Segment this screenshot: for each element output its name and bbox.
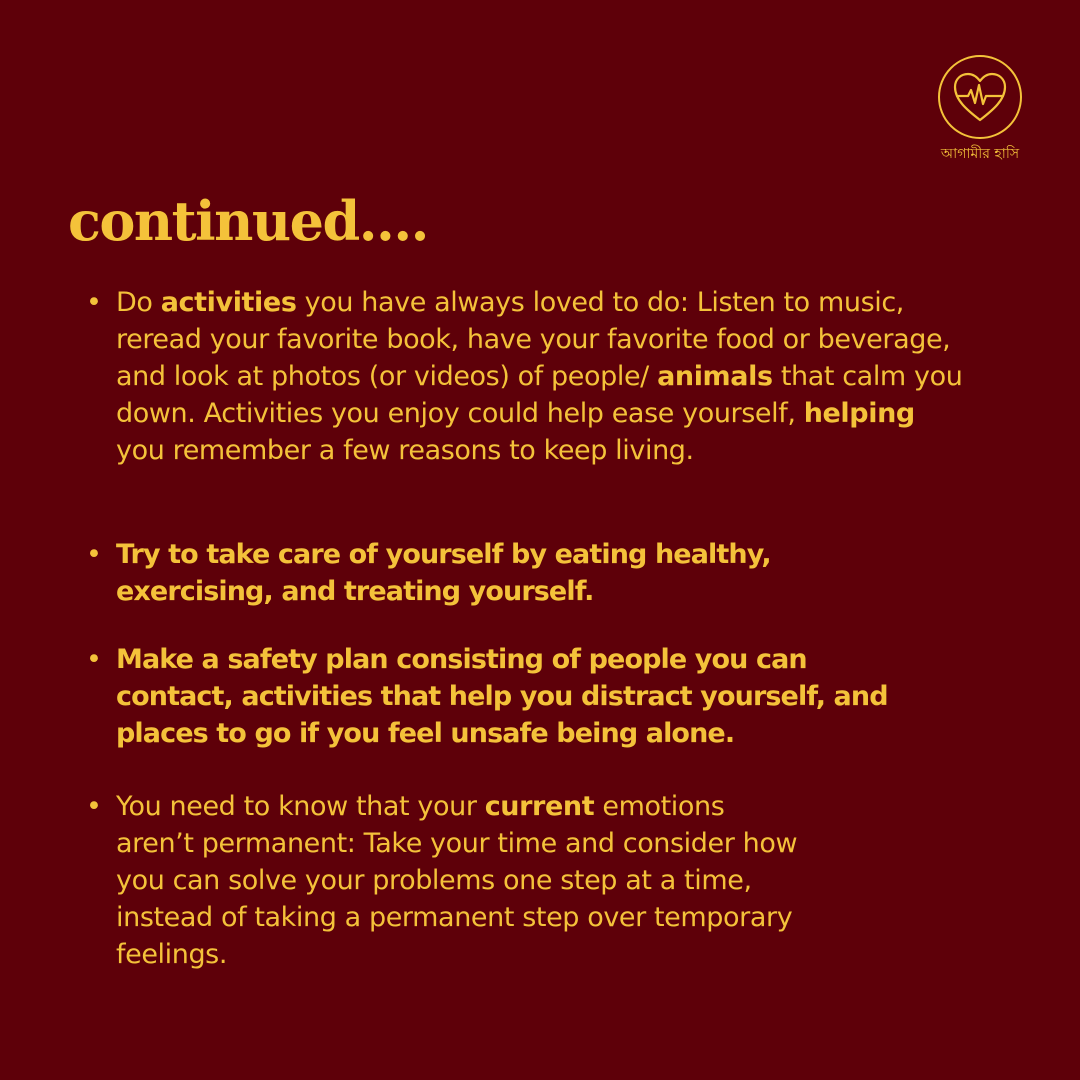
emphasis-text: activities bbox=[160, 287, 297, 318]
list-item-text bbox=[116, 788, 806, 973]
text-run: Do bbox=[116, 287, 161, 318]
list-item bbox=[86, 536, 886, 610]
bullet-icon: • bbox=[86, 287, 102, 318]
text-run: Make a safety plan consisting of people you can contact, activities that help you distract yourself, and places to go if you feel unsafe being alone. bbox=[116, 644, 888, 749]
emphasis-text: animals bbox=[657, 361, 773, 392]
list-item-text bbox=[116, 536, 886, 610]
text-run: emotions aren’t permanent: Take your time and consider how you can solve your problems one step at a time, instead of taking a permanent step over temporary feelings. bbox=[116, 791, 798, 970]
text-run: that calm you down. Activities you enjoy could help ease yourself, bbox=[116, 361, 963, 429]
bullet-icon: • bbox=[86, 539, 102, 570]
text-run: you have always loved to do: Listen to music, reread your favorite book, have your favorite food or beverage, and look at photos (or videos) of people/ bbox=[116, 287, 951, 392]
emphasis-text: current bbox=[484, 791, 595, 822]
heart-heartbeat-icon bbox=[937, 54, 1023, 140]
list-item bbox=[86, 284, 966, 469]
bullet-icon: • bbox=[86, 791, 102, 822]
list-item-text bbox=[116, 284, 966, 469]
list-item-text bbox=[116, 641, 926, 752]
list-item bbox=[86, 641, 926, 752]
emphasis-text: helping bbox=[803, 398, 915, 429]
text-run: You need to know that your bbox=[116, 791, 485, 822]
brand-logo bbox=[937, 54, 1023, 140]
bullet-icon: • bbox=[86, 644, 102, 675]
list-item bbox=[86, 788, 806, 973]
brand-name: আগামীর হাসি bbox=[940, 146, 1020, 162]
text-run: Try to take care of yourself by eating healthy, exercising, and treating yourself. bbox=[116, 539, 771, 607]
text-run: you remember a few reasons to keep living. bbox=[116, 435, 694, 466]
page-title: continued.... bbox=[68, 189, 428, 253]
